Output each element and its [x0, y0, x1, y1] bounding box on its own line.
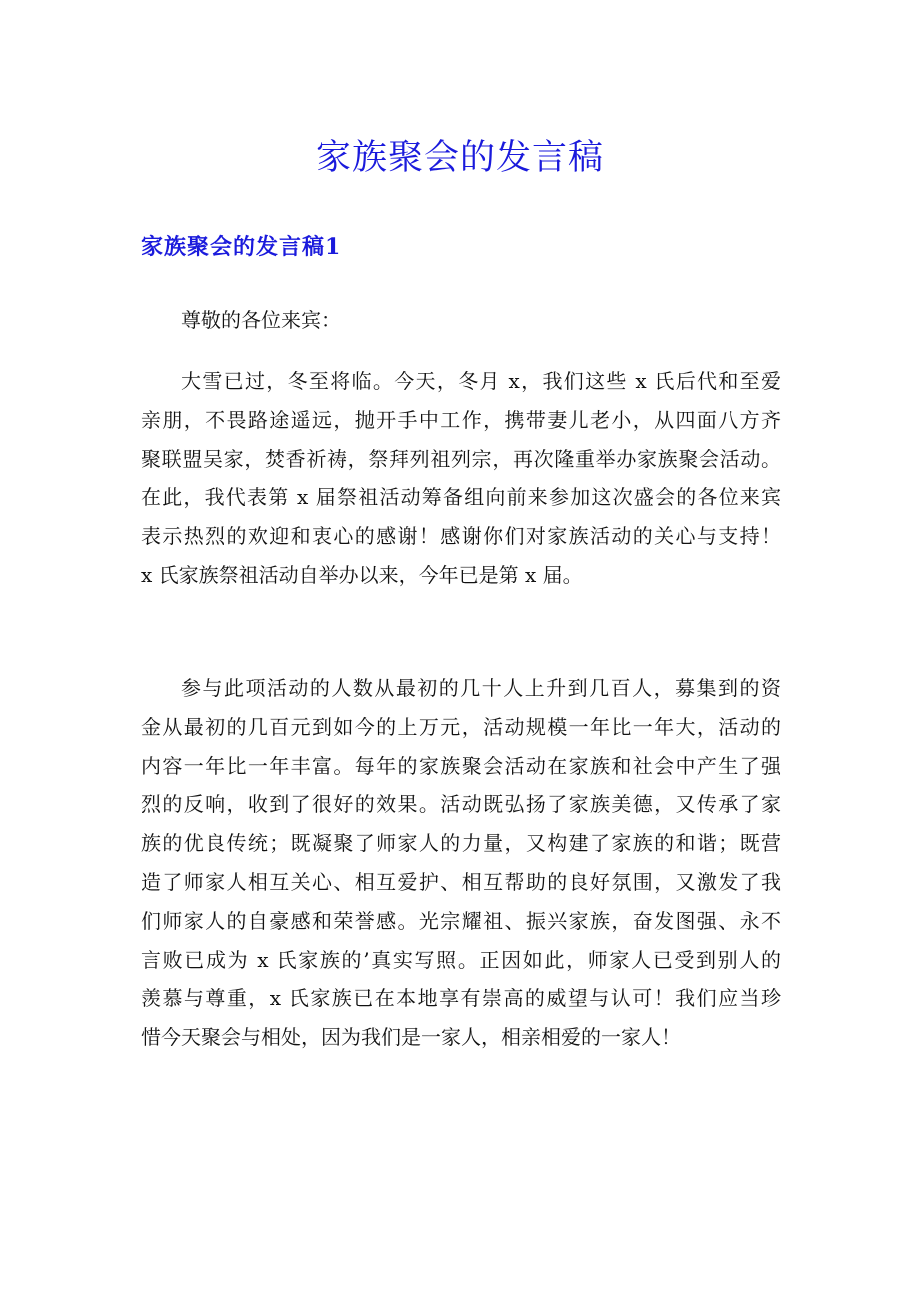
salutation: 尊敬的各位来宾：: [181, 308, 341, 332]
paragraph-line: 造了师家人相互关心、相互爱护、相互帮助的良好氛围，又激发了我: [141, 869, 781, 894]
paragraph-line: 参与此项活动的人数从最初的几十人上升到几百人，募集到的资: [181, 676, 781, 700]
paragraph-line: 亲朋，不畏路途遥远，抛开手中工作，携带妻儿老小，从四面八方齐: [141, 407, 781, 432]
paragraph-line: 言败已成为 x 氏家族的’真实写照。正因如此，师家人已受到别人的: [141, 947, 781, 972]
paragraph-line: 聚联盟吴家，焚香祈祷，祭拜列祖列宗，再次隆重举办家族聚会活动。: [141, 446, 781, 471]
paragraph-2: [141, 669, 781, 1057]
paragraph-line: 表示热烈的欢迎和衷心的感谢！感谢你们对家族活动的关心与支持！: [141, 524, 781, 549]
paragraph-line: x 氏家族祭祖活动自举办以来，今年已是第 x 届。: [141, 562, 583, 587]
paragraph-line: 内容一年比一年丰富。每年的家族聚会活动在家族和社会中产生了强: [141, 753, 781, 778]
paragraph-line: 们师家人的自豪感和荣誉感。光宗耀祖、振兴家族，奋发图强、永不: [141, 908, 781, 933]
section-heading: 家族聚会的发言稿1: [141, 234, 342, 260]
salutation-paragraph: [141, 301, 781, 340]
paragraph-line: 惜今天聚会与相处，因为我们是一家人，相亲相爱的一家人！: [141, 1025, 681, 1050]
paragraph-line: 在此，我代表第 x 届祭祖活动筹备组向前来参加这次盛会的各位来宾: [141, 485, 781, 510]
document-title: 家族聚会的发言稿: [315, 138, 604, 178]
paragraph-1: [141, 362, 781, 595]
paragraph-line: 大雪已过，冬至将临。今天，冬月 x，我们这些 x 氏后代和至爱: [181, 369, 781, 393]
paragraph-line: 金从最初的几百元到如今的上万元，活动规模一年比一年大，活动的: [141, 714, 781, 739]
paragraph-line: 烈的反响，收到了很好的效果。活动既弘扬了家族美德，又传承了家: [141, 792, 781, 817]
paragraph-line: 羡慕与尊重，x 氏家族已在本地享有崇高的威望与认可！我们应当珍: [141, 986, 781, 1011]
paragraph-line: 族的优良传统；既凝聚了师家人的力量，又构建了家族的和谐；既营: [141, 831, 781, 856]
